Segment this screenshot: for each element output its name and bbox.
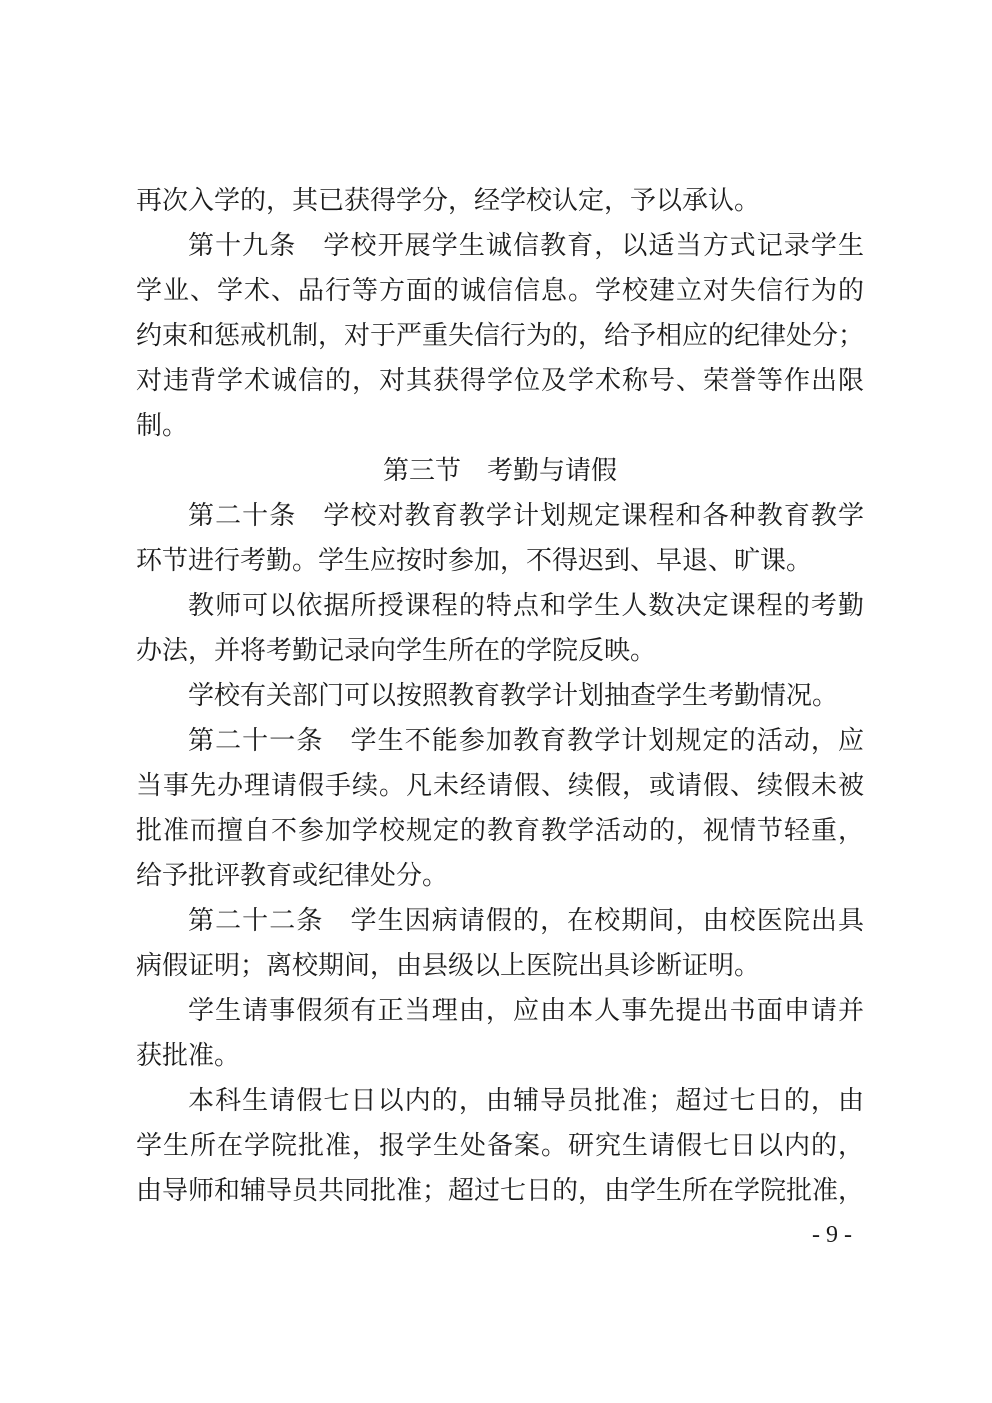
text-line: 获批准。 [136, 1041, 241, 1070]
text-line: 制。 [136, 411, 189, 440]
page-number: - 9 - [812, 1222, 852, 1248]
text-line: 批准而擅自不参加学校规定的教育教学活动的，视情节轻重， [136, 816, 864, 845]
text-line: 本科生请假七日以内的，由辅导员批准；超过七日的，由 [188, 1086, 864, 1115]
text-line: 第二十二条 学生因病请假的，在校期间，由校医院出具 [188, 906, 864, 935]
text-line: 学业、学术、品行等方面的诚信信息。学校建立对失信行为的 [136, 276, 864, 305]
text-line: 环节进行考勤。学生应按时参加，不得迟到、早退、旷课。 [136, 546, 813, 575]
text-line: 再次入学的，其已获得学分，经学校认定，予以承认。 [136, 186, 761, 215]
text-line: 第十九条 学校开展学生诚信教育，以适当方式记录学生 [188, 231, 864, 260]
text-line: 学校有关部门可以按照教育教学计划抽查学生考勤情况。 [188, 681, 839, 710]
text-line: 第二十条 学校对教育教学计划规定课程和各种教育教学 [188, 501, 864, 530]
text-line: 教师可以依据所授课程的特点和学生人数决定课程的考勤 [188, 591, 864, 620]
text-line: 病假证明；离校期间，由县级以上医院出具诊断证明。 [136, 951, 761, 980]
text-line: 由导师和辅导员共同批准；超过七日的，由学生所在学院批准， [136, 1176, 864, 1205]
section-heading: 第三节 考勤与请假 [382, 456, 617, 485]
text-line: 对违背学术诚信的，对其获得学位及学术称号、荣誉等作出限 [136, 366, 864, 395]
text-line: 约束和惩戒机制，对于严重失信行为的，给予相应的纪律处分； [136, 321, 864, 350]
text-line: 第二十一条 学生不能参加教育教学计划规定的活动，应 [188, 726, 864, 755]
text-line: 当事先办理请假手续。凡未经请假、续假，或请假、续假未被 [136, 771, 864, 800]
text-line: 给予批评教育或纪律处分。 [136, 861, 449, 890]
text-line: 学生请事假须有正当理由，应由本人事先提出书面申请并 [188, 996, 864, 1025]
document-body [136, 178, 864, 1258]
text-line: 办法，并将考勤记录向学生所在的学院反映。 [136, 636, 657, 665]
text-line: 学生所在学院批准，报学生处备案。研究生请假七日以内的， [136, 1131, 864, 1160]
